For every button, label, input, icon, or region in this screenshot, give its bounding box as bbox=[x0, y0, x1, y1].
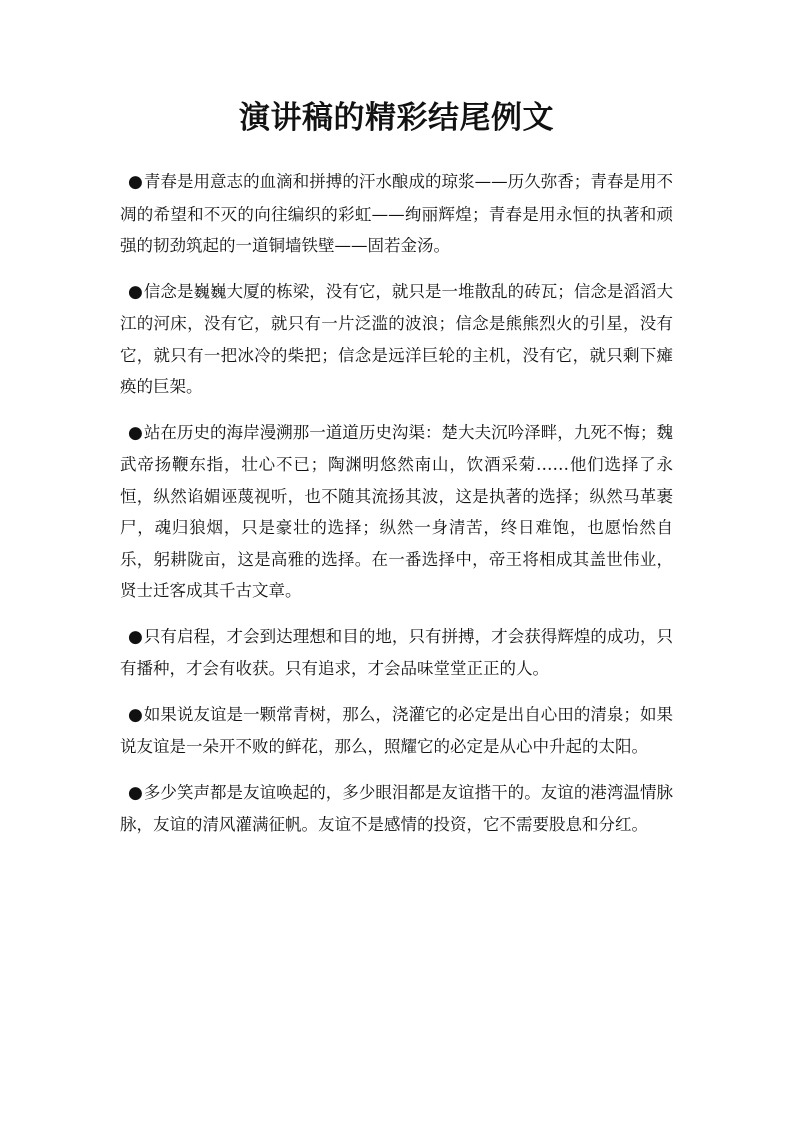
bullet-icon: ● bbox=[128, 172, 143, 192]
paragraph-text: 只有启程，才会到达理想和目的地，只有拼搏，才会获得辉煌的成功，只有播种，才会有收获。只有追求，才会品味堂堂正正的人。 bbox=[120, 626, 673, 678]
paragraph-friendship-laughter bbox=[120, 777, 673, 841]
paragraph-youth bbox=[120, 166, 673, 262]
bullet-icon: ● bbox=[128, 704, 143, 725]
paragraph-belief bbox=[120, 276, 673, 403]
paragraph-friendship-tree bbox=[120, 699, 673, 763]
paragraph-text: 信念是巍巍大厦的栋梁，没有它，就只是一堆散乱的砖瓦；信念是滔滔大江的河床，没有它，就只有一片泛滥的波浪；信念是熊熊烈火的引星，没有它，就只有一把冰冷的柴把；信念是远洋巨轮的主机，没有它，就只剩下瘫痪的巨架。 bbox=[120, 281, 673, 396]
bullet-icon: ● bbox=[128, 281, 143, 302]
bullet-icon: ● bbox=[128, 422, 143, 443]
bullet-icon: ● bbox=[128, 626, 143, 647]
bullet-icon: ● bbox=[128, 782, 143, 803]
document-body bbox=[120, 166, 673, 841]
paragraph-text: 多少笑声都是友谊唤起的，多少眼泪都是友谊揩干的。友谊的港湾温情脉脉，友谊的清风灌满征帆。友谊不是感情的投资，它不需要股息和分红。 bbox=[120, 782, 673, 834]
paragraph-striving bbox=[120, 621, 673, 685]
paragraph-history bbox=[120, 417, 673, 607]
paragraph-text: 如果说友谊是一颗常青树，那么，浇灌它的必定是出自心田的清泉；如果说友谊是一朵开不败的鲜花，那么，照耀它的必定是从心中升起的太阳。 bbox=[120, 704, 673, 756]
page-title: 演讲稿的精彩结尾例文 bbox=[239, 100, 554, 136]
paragraph-text: 站在历史的海岸漫溯那一道道历史沟渠：楚大夫沉吟泽畔，九死不悔；魏武帝扬鞭东指，壮心不已；陶渊明悠然南山，饮酒采菊……他们选择了永恒，纵然谄媚诬蔑视听，也不随其流扬其波，这是执著的选择；纵然马革裹尸，魂归狼烟，只是豪壮的选择；纵然一身清苦，终日难饱，也愿怡然自乐，躬耕陇亩，这是高雅的选择。在一番选择中，帝王将相成其盖世伟业，贤士迁客成其千古文章。 bbox=[120, 422, 673, 600]
paragraph-text: 青春是用意志的血滴和拼搏的汗水酿成的琼浆——历久弥香；青春是用不凋的希望和不灭的向往编织的彩虹——绚丽辉煌；青春是用永恒的执著和顽强的韧劲筑起的一道铜墙铁壁——固若金汤。 bbox=[120, 172, 673, 255]
